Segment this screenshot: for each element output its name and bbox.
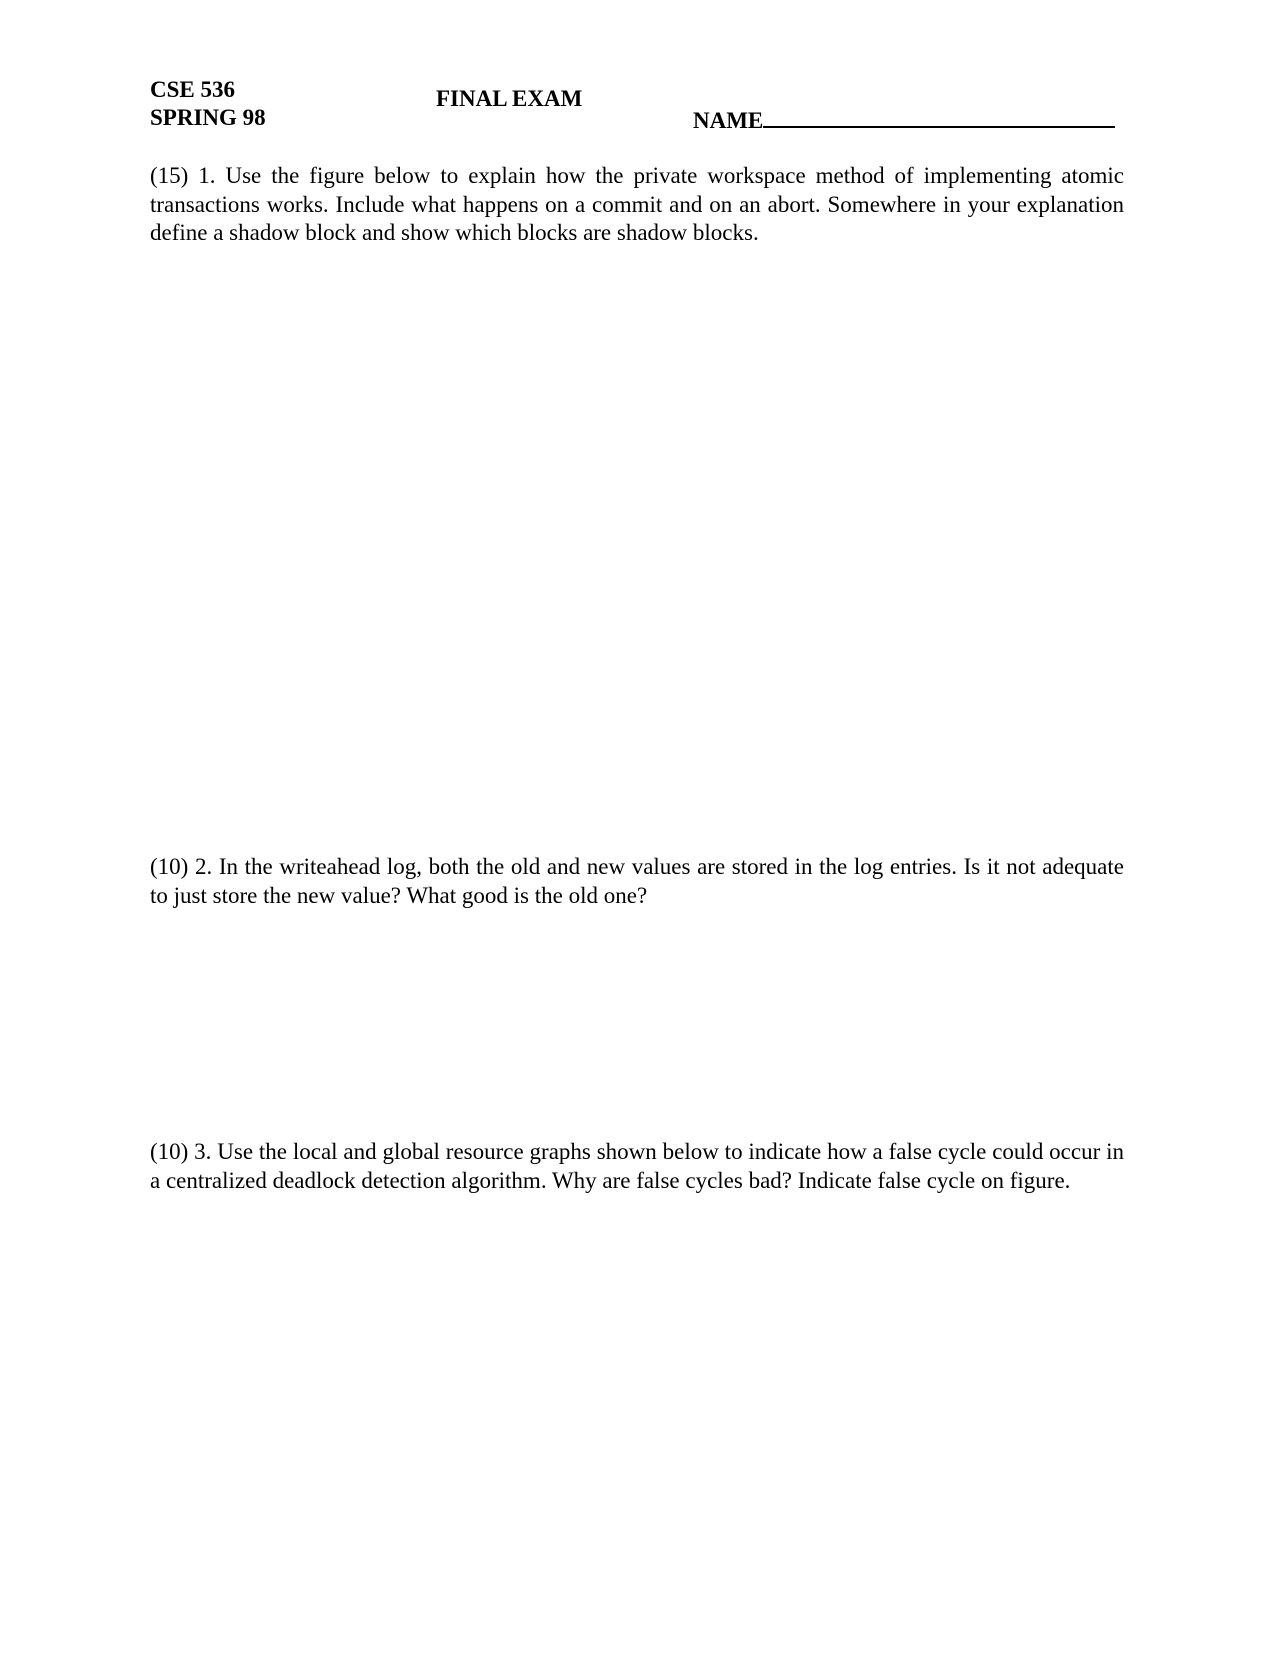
term-label: SPRING 98: [150, 105, 266, 130]
name-field: [693, 104, 1115, 135]
question-3: (10) 3. Use the local and global resource graphs shown below to indicate how a false cycle could occur in a centralized deadlock detection algorithm. Why are false cycles bad? Indicate false cycle on figure.: [150, 1139, 1124, 1193]
question-1: (15) 1. Use the figure below to explain how the private workspace method of implementing atomic transactions works. Include what happens on a commit and on an abort. Somewhere in your explanation define a shadow block and show which blocks are shadow blocks.: [150, 163, 1124, 245]
question-2: (10) 2. In the writeahead log, both the old and new values are stored in the log entries. Is it not adequate to just store the new value? What good is the old one?: [150, 854, 1124, 908]
exam-title: FINAL EXAM: [436, 86, 583, 111]
name-blank-line: [763, 104, 1115, 128]
name-label: NAME: [693, 108, 764, 133]
course-code: CSE 536: [150, 77, 235, 102]
